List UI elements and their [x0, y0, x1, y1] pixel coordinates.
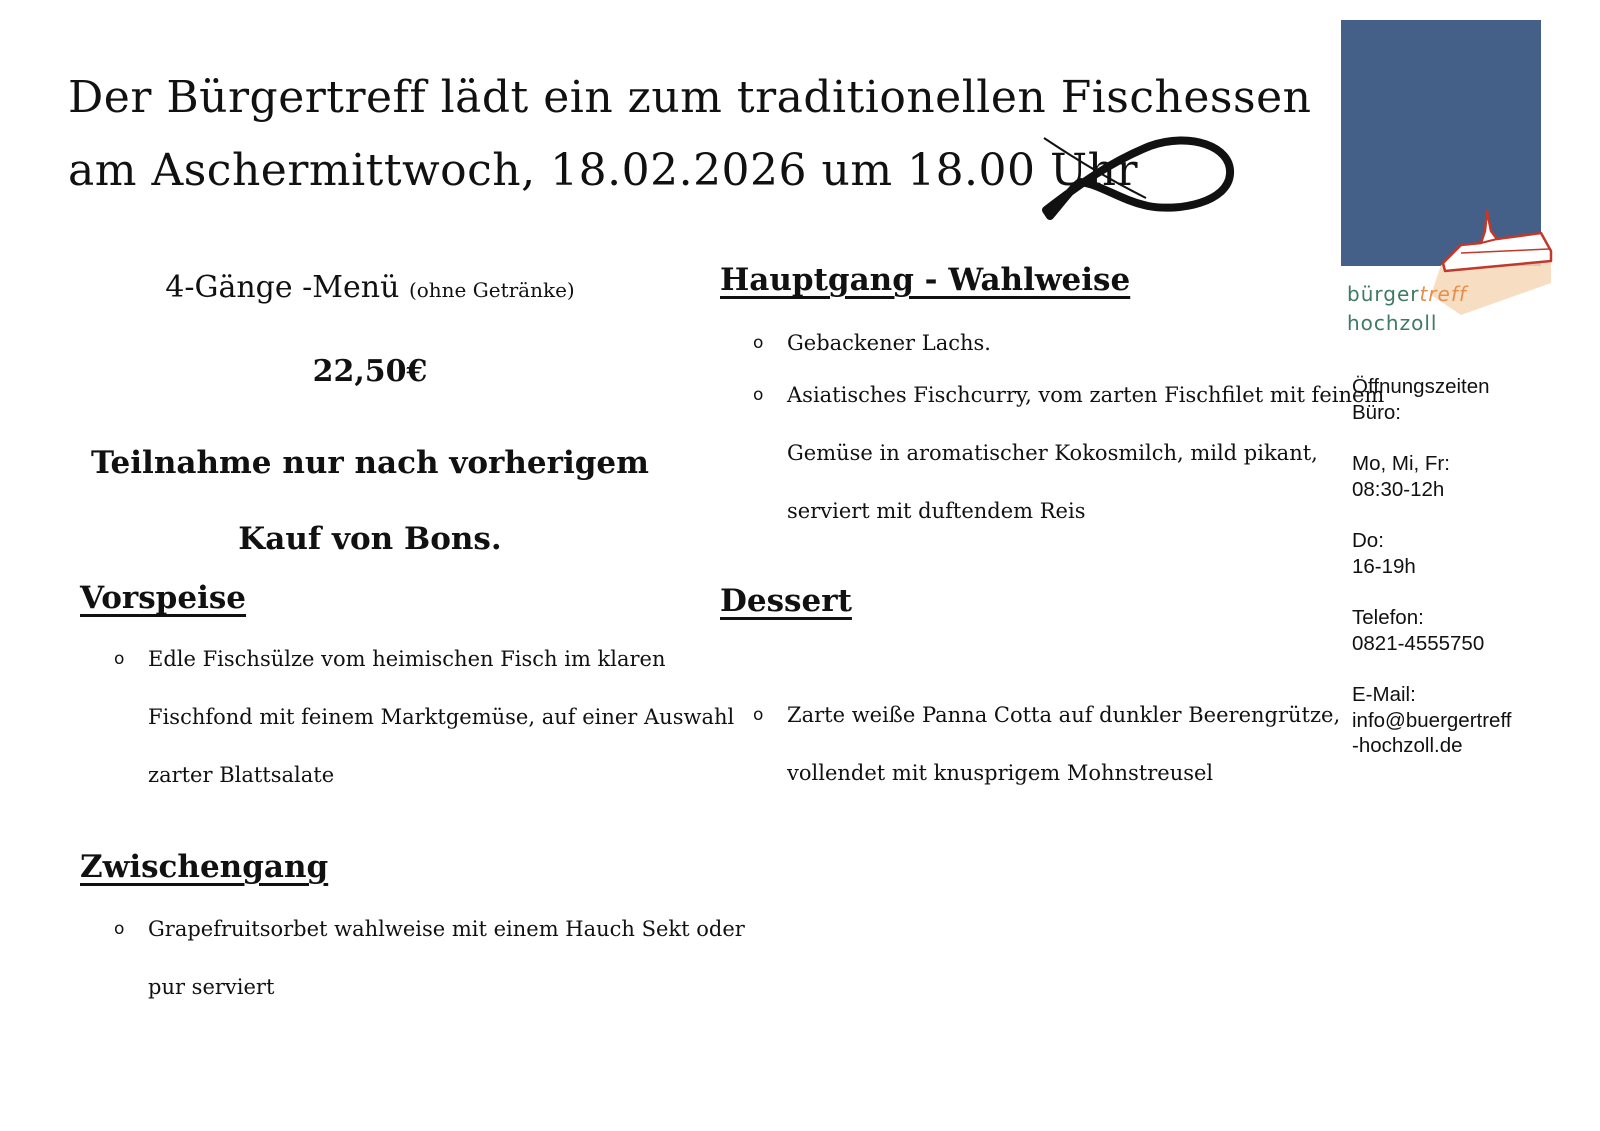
email-line-2: -hochzoll.de — [1352, 734, 1463, 757]
menu-price: 22,50€ — [312, 354, 428, 389]
days-2: Do: — [1352, 529, 1384, 552]
participation-note-line-1: Teilnahme nur nach vorherigem — [91, 445, 649, 481]
participation-note-line-2: Kauf von Bons. — [238, 521, 502, 557]
section-heading-zwischengang: Zwischengang — [80, 849, 329, 885]
section-heading-vorspeise: Vorspeise — [80, 580, 247, 616]
item-line: Gemüse in aromatischer Kokosmilch, mild pikant, — [787, 441, 1318, 465]
bullet-icon: o — [753, 333, 764, 353]
section-heading-dessert: Dessert — [720, 583, 852, 619]
list-item-vorspeise — [114, 630, 735, 804]
bullet-icon: o — [114, 649, 125, 669]
section-heading-hauptgang: Hauptgang - Wahlweise — [720, 262, 1131, 298]
item-line: vollendet mit knusprigem Mohnstreusel — [787, 761, 1214, 785]
logo-wordmark — [1347, 282, 1467, 306]
days-1: Mo, Mi, Fr: — [1352, 452, 1450, 475]
hours-label-2: Büro: — [1352, 400, 1401, 424]
item-line: Edle Fischsülze vom heimischen Fisch im klaren — [148, 647, 666, 671]
logo-word-part2: treff — [1419, 282, 1467, 306]
email-block — [1352, 682, 1511, 759]
bullet-icon: o — [753, 385, 764, 405]
item-line: Gebackener Lachs. — [787, 331, 991, 355]
hours-label-1: Öffnungszeiten — [1352, 375, 1490, 398]
phone-label: Telefon: — [1352, 606, 1424, 629]
item-line: Zarte weiße Panna Cotta auf dunkler Beerengrütze, — [787, 703, 1341, 727]
menu-main-label: 4-Gänge -Menü — [165, 270, 409, 305]
participation-note — [70, 425, 670, 577]
title-line-2: am Aschermittwoch, 18.02.2026 um 18.00 Uhr — [68, 145, 1138, 196]
bullet-icon: o — [753, 705, 764, 725]
item-line: Asiatisches Fischcurry, vom zarten Fischfilet mit feinem — [787, 383, 1385, 407]
logo-line2: hochzoll — [1347, 311, 1438, 335]
phone-number: 0821-4555750 — [1352, 631, 1485, 655]
list-item-dessert — [753, 686, 1341, 802]
time-2: 16-19h — [1352, 554, 1416, 578]
list-item-hauptgang-2 — [753, 366, 1385, 540]
item-line: serviert mit duftendem Reis — [787, 499, 1086, 523]
list-item-zwischengang — [114, 900, 745, 1016]
list-item-hauptgang-1 — [753, 314, 991, 372]
time-1: 08:30-12h — [1352, 477, 1445, 501]
menu-drinks-note: (ohne Getränke) — [408, 278, 575, 302]
menu-title — [70, 270, 670, 305]
item-line: zarter Blattsalate — [148, 763, 335, 787]
item-line: Fischfond mit feinem Marktgemüse, auf einer Auswahl — [148, 705, 735, 729]
item-line: pur serviert — [148, 975, 275, 999]
email-line-1: info@buergertreff — [1352, 708, 1512, 732]
phone-block — [1352, 605, 1511, 656]
buergertreff-logo — [1341, 20, 1600, 340]
title-line-1: Der Bürgertreff lädt ein zum traditionellen Fischessen — [68, 72, 1312, 123]
email-label: E-Mail: — [1352, 683, 1416, 706]
logo-word-part1: bürger — [1347, 282, 1420, 306]
fish-icon — [1040, 132, 1240, 224]
bullet-icon: o — [114, 919, 125, 939]
item-line: Grapefruitsorbet wahlweise mit einem Hauch Sekt oder — [148, 917, 745, 941]
